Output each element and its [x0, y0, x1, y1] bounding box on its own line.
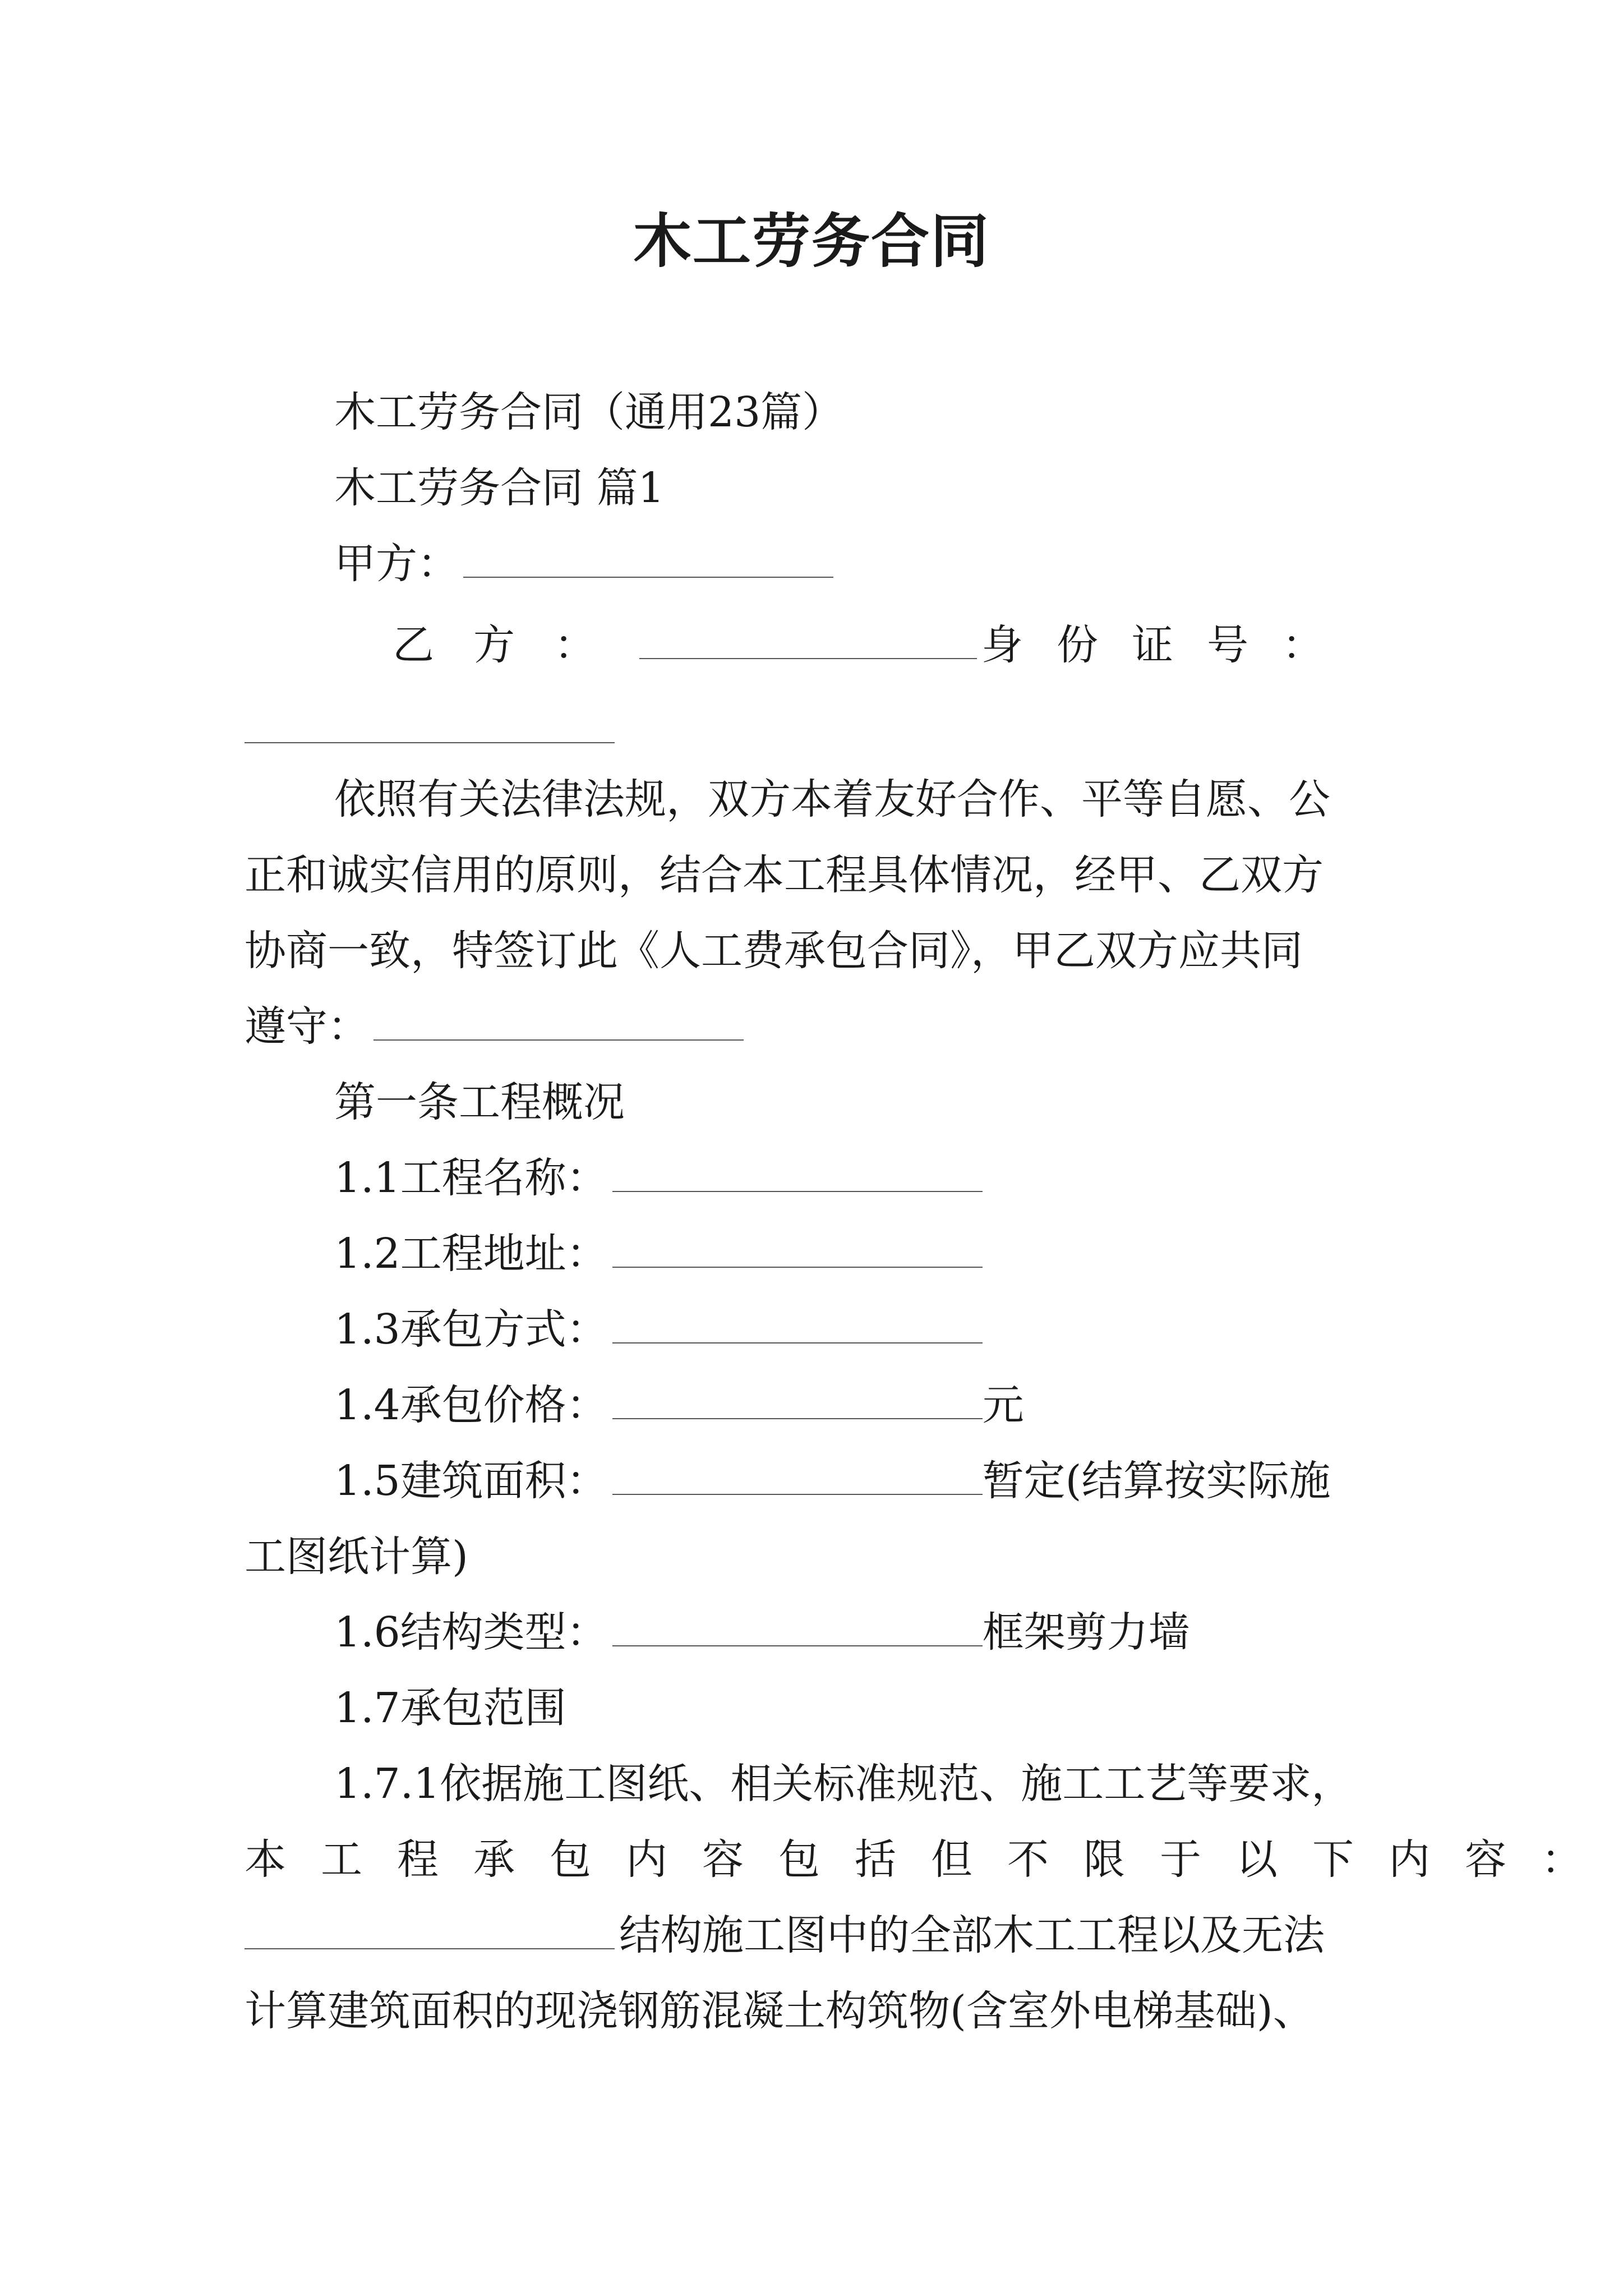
item-1-5-label: 1.5建筑面积： — [334, 1457, 608, 1505]
item-1-6-label: 1.6结构类型： — [334, 1608, 608, 1657]
item-1-4-suffix: 元 — [982, 1381, 1024, 1429]
item-1-3-label: 1.3承包方式： — [334, 1305, 608, 1354]
item-1-5-row — [334, 1450, 1331, 1512]
item-1-7-1-line-2 — [245, 1829, 1617, 1890]
party-b-blank — [639, 657, 977, 659]
party-a-blank — [463, 576, 833, 578]
item-1-5-continuation: 工图纸计算) — [245, 1533, 468, 1581]
item-1-1-blank — [612, 1190, 983, 1192]
item-1-2-blank — [612, 1266, 983, 1268]
party-a-row — [334, 533, 838, 595]
id-number-blank — [245, 742, 615, 743]
item-1-2-label: 1.2工程地址： — [334, 1230, 608, 1278]
item-1-7-1-line-3 — [245, 1904, 1325, 1966]
item-1-4-label: 1.4承包价格： — [334, 1381, 608, 1429]
article-1-heading: 第一条工程概况 — [334, 1078, 625, 1126]
item-1-1-row — [334, 1147, 987, 1209]
document-title: 木工劳务合同 — [633, 206, 990, 275]
item-1-6-row — [334, 1602, 1190, 1663]
scope-blank — [245, 1948, 615, 1949]
item-1-7-1-line-4: 计算建筑面积的现浇钢筋混凝土构筑物(含室外电梯基础)、 — [245, 1987, 1315, 2035]
intro-line-4-text: 遵守： — [245, 1002, 369, 1051]
item-1-2-row — [334, 1223, 987, 1285]
party-b-label: 乙方： — [393, 621, 635, 669]
item-1-3-blank — [612, 1342, 983, 1343]
party-b-row — [393, 614, 1357, 676]
item-1-7-heading: 1.7承包范围 — [334, 1684, 566, 1732]
item-1-5-suffix: 暂定(结算按实际施 — [982, 1457, 1331, 1505]
item-1-1-label: 1.1工程名称： — [334, 1154, 608, 1202]
item-1-7-1-line-2-text: 本工程承包内容包括但不限于以下内容： — [245, 1835, 1617, 1884]
item-1-6-blank — [612, 1645, 983, 1646]
item-1-7-1-line-3-text: 结构施工图中的全部木工工程以及无法 — [619, 1911, 1325, 1959]
item-1-7-1-line-1: 1.7.1依据施工图纸、相关标准规范、施工工艺等要求， — [334, 1760, 1353, 1808]
party-a-label: 甲方： — [334, 540, 459, 588]
id-label: 身份证号： — [981, 621, 1357, 669]
intro-line-4 — [245, 996, 748, 1057]
intro-line-3: 协商一致，特签订此《人工费承包合同》，甲乙双方应共同 — [245, 927, 1303, 975]
document-subtitle: 木工劳务合同（通用23篇） — [334, 388, 844, 436]
comply-blank — [374, 1039, 744, 1041]
item-1-4-blank — [612, 1418, 983, 1419]
section-heading: 木工劳务合同 篇1 — [334, 464, 665, 512]
id-number-row — [245, 698, 619, 760]
item-1-4-row — [334, 1374, 1024, 1436]
intro-line-2: 正和诚实信用的原则，结合本工程具体情况，经甲、乙双方 — [245, 851, 1324, 899]
item-1-6-suffix: 框架剪力墙 — [982, 1608, 1190, 1657]
item-1-3-row — [334, 1299, 987, 1360]
intro-line-1: 依照有关法律法规，双方本着友好合作、平等自愿、公 — [334, 775, 1330, 823]
item-1-5-blank — [612, 1493, 983, 1495]
